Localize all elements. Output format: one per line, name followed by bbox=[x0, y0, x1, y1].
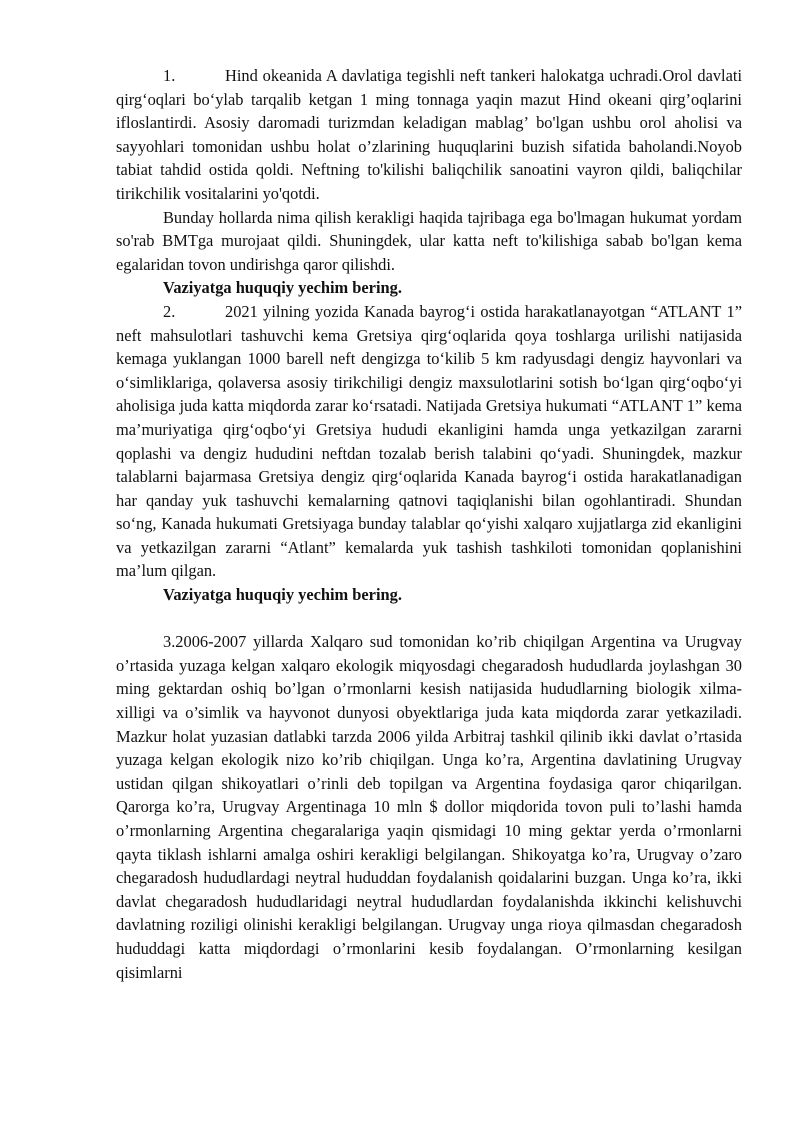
case-1-paragraph-2: Bunday hollarda nima qilish kerakligi haqida tajribaga ega bo'lmagan hukumat yordam so'rab BMTga murojaat qildi. Shuningdek, ular katta neft to'kilishiga sabab bo'lgan kema egalaridan tovon undirishga qaror qilishdi. bbox=[116, 207, 742, 274]
case-2-number: 2. bbox=[163, 301, 176, 321]
case-3-text: 2006-2007 yillarda Xalqaro sud tomonidan ko’rib chiqilgan Argentina va Urugvay o’rtasida yuzaga kelgan xalqaro ekologik miqyosdagi chegaradosh hududlarda joylashgan 30 ming gektardan oshiq bo’lgan o’rmonlarni kesish natijasida hududlarning biologik xilma-xilligi va o’simlik va hayvonot dunyosi obyektlariga juda kata miqdorda zarar yetkaziladi. Mazkur holat yuzasian datlabki tarzda 2006 yilda Arbitraj tashkil qilinib ikki davlat o’rtasida yuzaga kelgan ekologik nizo ko’rib chiqilgan. Unga ko’ra, Argentina davlatining Urugvay ustidan qilgan shikoyatlari o’rinli deb topilgan va Argentina foydasiga qaror chiqarilgan. Qarorga ko’ra, Urugvay Argentinaga 10 mln $ dollor miqdorida tovon puli to’lashi hamda o’rmonlarning Argentina chegaralariga yaqin qismidagi 10 ming gektar yerda o’rmonlarni qayta tiklash ishlarni amalga oshiri kerakligi belgilangan. Shikoyatga ko’ra, Urugvay o’zaro chegaradosh hududlardagi neytral hududdan foydalanish qoidalarini buzgan. Unga ko’ra, ikki davlat chegaradosh hududlaridagi neytral hududlardan foydalanishda ikkinchi kelishuvchi davlatning roziligi olinishi kerakligi belgilangan. Urugvay unga rioya qilmasdan chegaradosh hududdagi katta miqdordagi o’rmonlarini kesib foydalangan. O’rmonlarning kesilgan qisimlarni bbox=[116, 632, 742, 982]
case-1-paragraph bbox=[116, 64, 742, 206]
case-3-paragraph bbox=[116, 630, 742, 984]
case-2-text: 2021 yilning yozida Kanada bayrog‘i ostida harakatlanayotgan “ATLANT 1” neft mahsulotlari tashuvchi kema Gretsiya qirg‘oqlarida qoya toshlarga urilishi natijasida kemaga yuklangan 1000 barell neft dengizga to‘kilib 5 km radyusdagi dengiz hayvonlari va o‘simliklariga, qolaversa asosiy tirikchiligi dengiz maxsulotlarini sotish bo‘lgan qirg‘oqbo‘yi aholisiga juda katta miqdorda zarar ko‘rsatadi. Natijada Gretsiya hukumati “ATLANT 1” kema ma’muriyatiga qirg‘oqbo‘yi Gretsiya hududi ekanligini hamda unga yetkazilgan zararni qoplashi va dengiz hududini neftdan tozalab berish talabini qo‘yadi. Shuningdek, mazkur talablarni bajarmasa Gretsiya dengiz qirg‘oqlarida Kanada bayrog‘i ostida harakatlanadigan har qanday yuk tashuvchi kemalarning qatnovi taqiqlanishi bilan ogohlantiradi. Shundan so‘ng, Kanada hukumati Gretsiyaga bunday talablar qo‘yishi xalqaro xujjatlarga zid ekanligini va yetkazilgan zararni “Atlant” kemalarda yuk tashish tashkiloti tomonidan qoplanishini ma’lum qilgan. bbox=[116, 301, 742, 581]
case-1-task: Vaziyatga huquqiy yechim bering. bbox=[163, 278, 402, 298]
case-3-number: 3. bbox=[163, 632, 176, 652]
case-2-paragraph bbox=[116, 300, 742, 583]
case-1-text: Hind okeanida A davlatiga tegishli neft tankeri halokatga uchradi.Orol davlati qirg‘oqlari bo‘ylab tarqalib ketgan 1 ming tonnaga yaqin mazut Hind okeani qirg’oqlarini ifloslantirdi. Asosiy daromadi turizmdan keladigan mablag’ bo'lgan ushbu orol aholisi va sayyohlari tomonidan ushbu holat o’zlarining huquqlarini buzish sifatida baholandi.Noyob tabiat tahdid ostida qoldi. Neftning to'kilishi baliqchilik sanoatini vayron qildi, baliqchilar tirikchilik vositalarini yo'qotdi. bbox=[116, 66, 742, 203]
case-1-number: 1. bbox=[163, 66, 176, 85]
case-2-task: Vaziyatga huquqiy yechim bering. bbox=[163, 585, 402, 605]
spacer bbox=[116, 607, 742, 631]
